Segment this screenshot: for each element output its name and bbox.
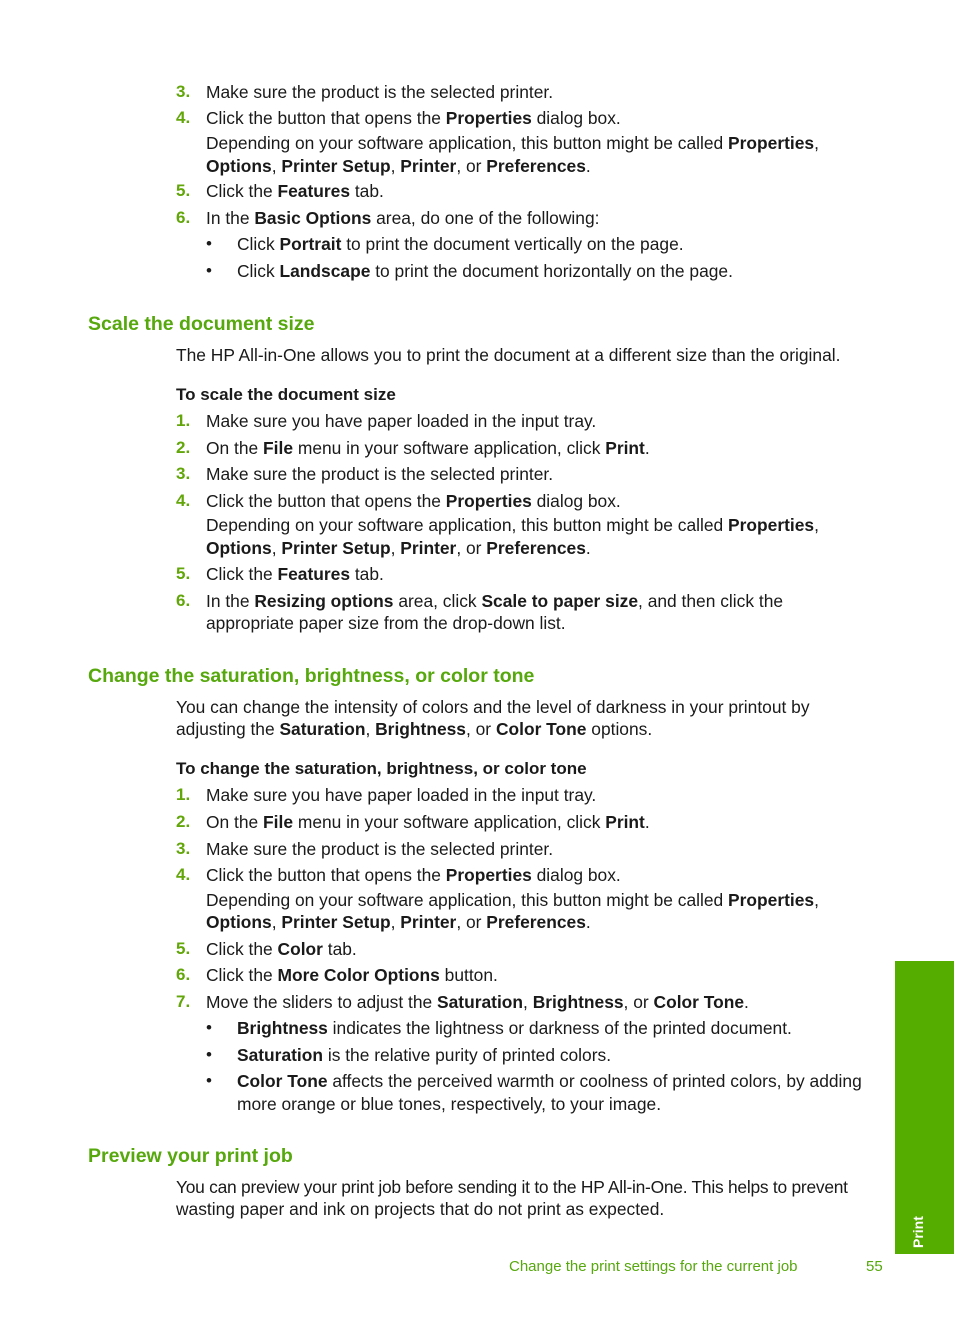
step-number: 4. [176, 108, 191, 127]
bullet-icon: • [206, 1071, 212, 1090]
step-text: Click the button that opens the Properties dialog box. [206, 491, 621, 511]
step-text: On the File menu in your software application, click Print. [206, 438, 650, 458]
step-number: 2. [176, 812, 191, 831]
step-text: Make sure the product is the selected printer. [206, 839, 554, 859]
step-number: 6. [176, 965, 191, 984]
step-text: Click the button that opens the Properties dialog box. [206, 108, 621, 128]
step-text: Click the button that opens the Properties dialog box. [206, 865, 621, 885]
section-heading-scale: Scale the document size [88, 313, 315, 335]
step-text: Click the Color tab. [206, 939, 357, 959]
step-number: 6. [176, 208, 191, 227]
step-number: 6. [176, 591, 191, 610]
bullet-text: Brightness indicates the lightness or darkness of the printed document. [237, 1018, 792, 1038]
step-number: 3. [176, 82, 191, 101]
step-text: Click the More Color Options button. [206, 965, 498, 985]
procedure-title: To scale the document size [176, 385, 396, 404]
step-text: Make sure you have paper loaded in the input tray. [206, 785, 597, 805]
bullet-icon: • [206, 1045, 212, 1064]
step-text: Click the Features tab. [206, 564, 384, 584]
step-text: Click the Features tab. [206, 181, 384, 201]
bullet-icon: • [206, 234, 212, 253]
step-text: Make sure you have paper loaded in the input tray. [206, 411, 597, 431]
section-heading-color: Change the saturation, brightness, or color tone [88, 665, 535, 687]
step-number: 5. [176, 564, 191, 583]
step-number: 5. [176, 181, 191, 200]
bullet-text: Color Tone affects the perceived warmth or coolness of printed colors, by adding [237, 1071, 862, 1091]
step-text: On the File menu in your software application, click Print. [206, 812, 650, 832]
section-intro-continued: wasting paper and ink on projects that do not print as expected. [176, 1199, 665, 1219]
note-text: Depending on your software application, this button might be called Properties, [206, 515, 819, 535]
section-intro-continued: adjusting the Saturation, Brightness, or Color Tone options. [176, 719, 653, 739]
step-text: In the Basic Options area, do one of the following: [206, 208, 600, 228]
section-intro: You can preview your print job before sending it to the HP All-in-One. This helps to prevent [176, 1177, 848, 1197]
note-text: Options, Printer Setup, Printer, or Preferences. [206, 156, 591, 176]
page-number: 55 [866, 1258, 883, 1275]
bullet-text: Click Landscape to print the document horizontally on the page. [237, 261, 733, 281]
footer-title: Change the print settings for the current job [509, 1258, 798, 1275]
bullet-text-continued: more orange or blue tones, respectively, to your image. [237, 1094, 662, 1114]
bullet-icon: • [206, 261, 212, 280]
step-number: 4. [176, 865, 191, 884]
note-text: Depending on your software application, this button might be called Properties, [206, 890, 819, 910]
bullet-text: Click Portrait to print the document vertically on the page. [237, 234, 684, 254]
section-intro: You can change the intensity of colors and the level of darkness in your printout by [176, 697, 810, 717]
step-number: 4. [176, 491, 191, 510]
bullet-text: Saturation is the relative purity of printed colors. [237, 1045, 612, 1065]
step-text: Move the sliders to adjust the Saturation, Brightness, or Color Tone. [206, 992, 749, 1012]
step-number: 1. [176, 785, 191, 804]
note-text: Options, Printer Setup, Printer, or Preferences. [206, 912, 591, 932]
step-number: 2. [176, 438, 191, 457]
step-number: 3. [176, 464, 191, 483]
step-number: 1. [176, 411, 191, 430]
step-number: 7. [176, 992, 191, 1011]
step-number: 5. [176, 939, 191, 958]
note-text: Depending on your software application, this button might be called Properties, [206, 133, 819, 153]
section-heading-preview: Preview your print job [88, 1145, 293, 1167]
chapter-tab-label: Print [910, 1216, 926, 1248]
chapter-tab [895, 961, 954, 1254]
section-intro: The HP All-in-One allows you to print the document at a different size than the original. [176, 345, 841, 365]
step-number: 3. [176, 839, 191, 858]
note-text: Options, Printer Setup, Printer, or Preferences. [206, 538, 591, 558]
step-text-continued: appropriate paper size from the drop-down list. [206, 613, 566, 633]
procedure-title: To change the saturation, brightness, or color tone [176, 759, 587, 778]
bullet-icon: • [206, 1018, 212, 1037]
step-text: In the Resizing options area, click Scale to paper size, and then click the [206, 591, 784, 611]
step-text: Make sure the product is the selected printer. [206, 464, 554, 484]
step-text: Make sure the product is the selected printer. [206, 82, 554, 102]
